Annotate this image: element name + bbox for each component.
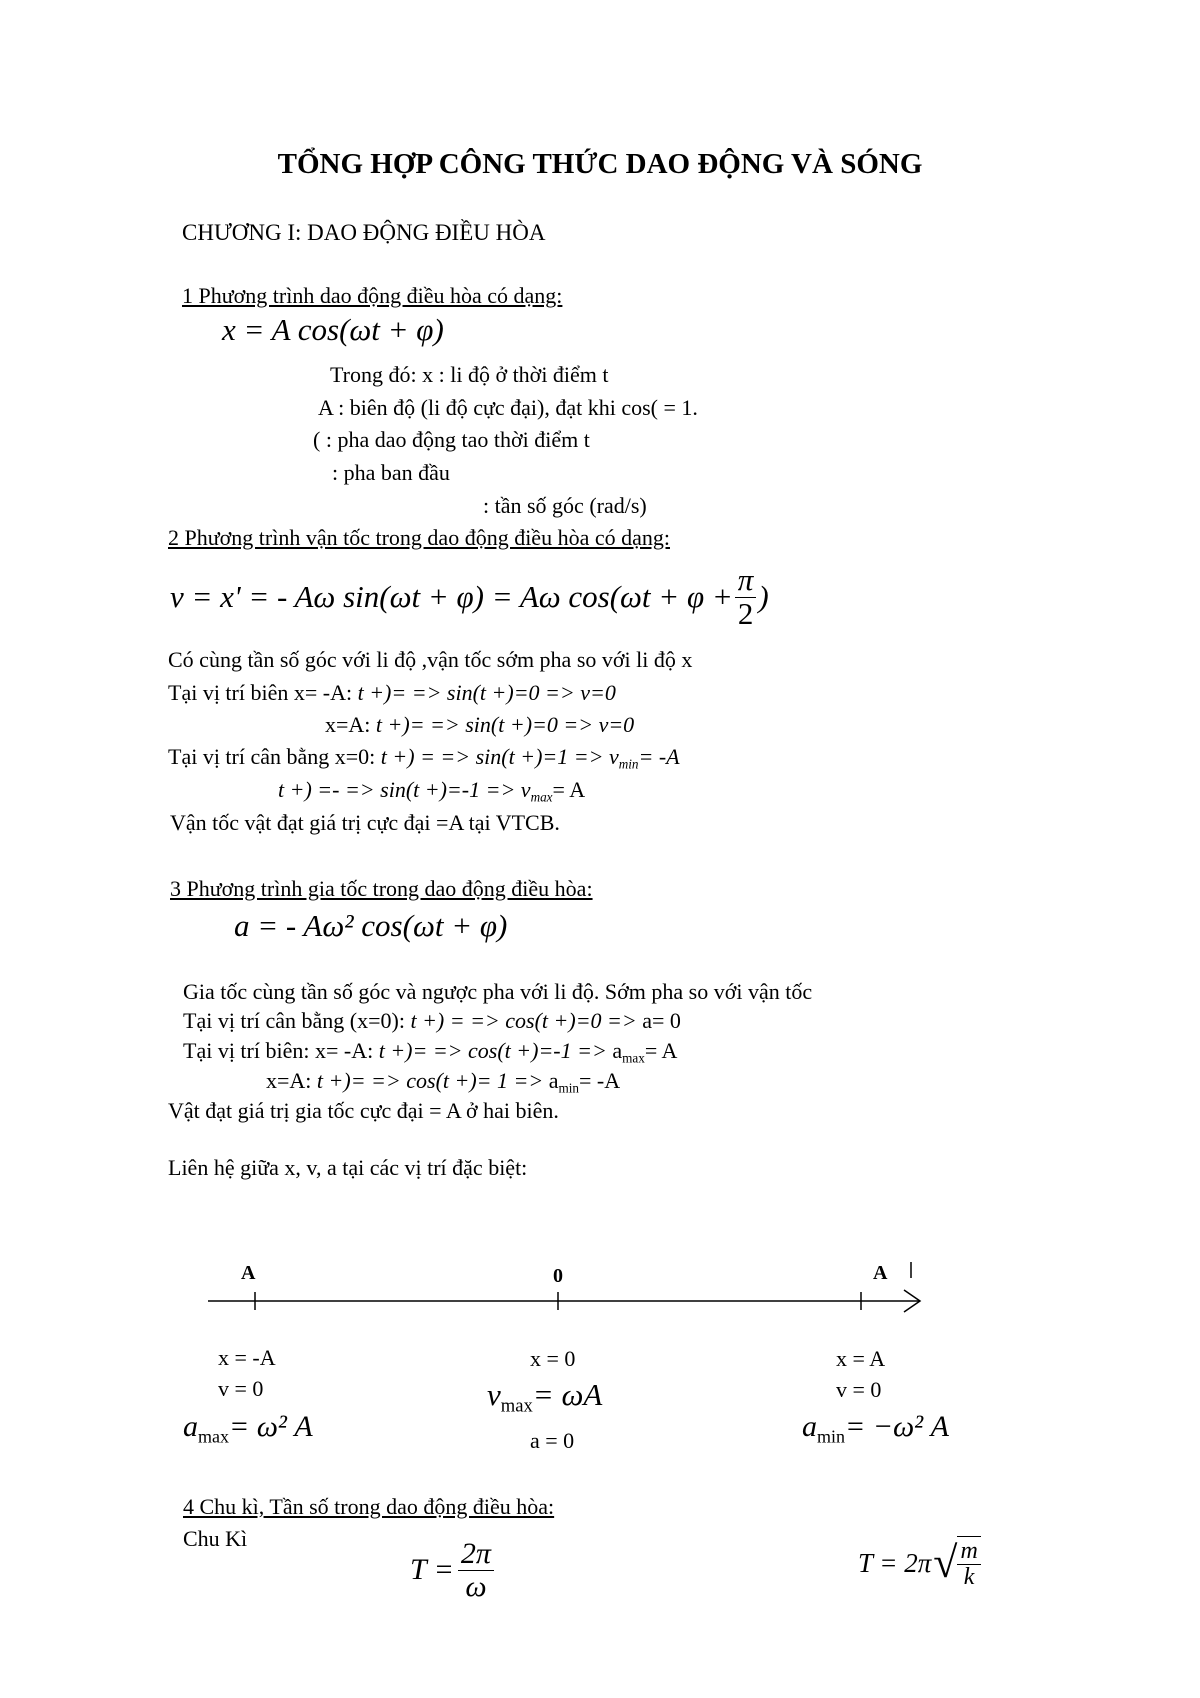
- period-formula-2-num: m: [957, 1539, 980, 1565]
- s3-line-2-val: a= 0: [642, 1008, 681, 1033]
- mid-a-value: a = 0: [530, 1428, 575, 1453]
- period-formula-2-fraction: [957, 1536, 980, 1590]
- period-formula-2-left: T = 2π: [858, 1547, 932, 1578]
- s3-line-5: Vật đạt giá trị gia tốc cực đại = A ở hai biên.: [168, 1098, 559, 1123]
- velocity-formula-close: ): [758, 579, 769, 614]
- s3-line-2-expr: t +) = => cos(t +)=0 =>: [404, 1008, 643, 1033]
- s3-line-1: Gia tốc cùng tần số góc và ngược pha với li độ. Sớm pha so với vận tốc: [183, 979, 813, 1004]
- s2-line-2: [168, 680, 616, 706]
- s1-line-3: ( : pha dao động tao thời điểm t: [313, 427, 590, 452]
- s3-line-3-val: = A: [644, 1038, 678, 1063]
- left-a-symbol: a: [183, 1410, 198, 1443]
- s2-line-5-val: = A: [552, 777, 586, 802]
- s2-line-4-val: = -A: [638, 744, 680, 769]
- mid-v-symbol: v: [487, 1377, 501, 1412]
- right-a-expr: = −ω² A: [845, 1410, 950, 1443]
- pi-over-2-fraction: [735, 561, 757, 631]
- position-formula: x = A cos(ωt + φ): [222, 312, 444, 347]
- chapter-heading: CHƯƠNG I: DAO ĐỘNG ĐIỀU HÒA: [182, 220, 546, 245]
- s2-line-2-expr: t +)= => sin(t +)=0 => v=0: [352, 680, 616, 705]
- acceleration-formula: a = - Aω² cos(ωt + φ): [234, 908, 508, 943]
- s2-line-5-expr: t +) =- => sin(t +)=-1 => v: [278, 777, 531, 802]
- s2-line-2-label: Tại vị trí biên x= -A:: [168, 680, 353, 705]
- period-formula-2: [858, 1536, 981, 1590]
- left-x-value: x = -A: [218, 1345, 276, 1370]
- s2-line-4-label: Tại vị trí cân bằng x=0:: [168, 744, 376, 769]
- period-label: Chu Kì: [183, 1526, 248, 1551]
- period-formula-1-num: 2π: [458, 1538, 494, 1571]
- period-formula-1-den: ω: [465, 1569, 487, 1603]
- s2-line-5-sub: max: [530, 789, 553, 805]
- s3-line-4-val: = -A: [579, 1068, 621, 1093]
- axis-label-mid: 0: [553, 1265, 563, 1287]
- s2-line-4: [168, 744, 680, 773]
- fraction-numerator: π: [735, 564, 757, 598]
- section-4-heading: 4 Chu kì, Tần số trong dao động điều hòa:: [183, 1494, 555, 1519]
- s3-line-2-label: Tại vị trí cân bằng (x=0):: [183, 1008, 405, 1033]
- s2-line-3-label: x=A:: [325, 712, 371, 737]
- relation-heading: Liên hệ giữa x, v, a tại các vị trí đặc biệt:: [168, 1155, 528, 1180]
- fraction-denominator: 2: [737, 595, 754, 631]
- right-a-sub: min: [817, 1426, 846, 1447]
- period-formula-2-den: k: [963, 1564, 975, 1591]
- s3-line-3-a: a: [612, 1038, 623, 1063]
- s3-line-4: [266, 1068, 620, 1097]
- s3-line-3: [183, 1038, 677, 1067]
- sqrt-sign: √: [933, 1538, 958, 1588]
- right-a-symbol: a: [802, 1410, 817, 1443]
- left-a-value: [183, 1410, 313, 1447]
- s3-line-3-sub: max: [622, 1050, 645, 1066]
- period-formula-1-fraction: [458, 1538, 494, 1602]
- mid-v-sub: max: [500, 1395, 533, 1417]
- right-a-value: [802, 1410, 949, 1447]
- left-v-value: v = 0: [218, 1376, 264, 1401]
- axis-label-right: A: [873, 1262, 888, 1284]
- section-1-heading: 1 Phương trình dao động điều hòa có dạng:: [182, 283, 563, 308]
- period-formula-1: [410, 1538, 494, 1602]
- s3-line-3-label: Tại vị trí biên: x= -A:: [183, 1038, 374, 1063]
- s2-line-5: [278, 777, 585, 806]
- mid-v-value: [487, 1377, 602, 1418]
- page-title: TỔNG HỢP CÔNG THỨC DAO ĐỘNG VÀ SÓNG: [277, 148, 923, 180]
- s2-line-4-expr: t +) = => sin(t +)=1 => v: [375, 744, 619, 769]
- s2-line-3-expr: t +)= => sin(t +)=0 => v=0: [370, 712, 635, 737]
- s2-line-1: Có cùng tần số góc với li độ ,vận tốc sớm pha so với li độ x: [168, 647, 693, 672]
- s2-line-3: [325, 712, 634, 738]
- s3-line-4-sub: min: [558, 1080, 579, 1096]
- s1-line-2: A : biên độ (li độ cực đại), đạt khi cos( = 1.: [318, 395, 698, 420]
- right-x-value: x = A: [836, 1346, 886, 1371]
- s1-line-1: Trong đó: x : li độ ở thời điểm t: [330, 362, 609, 387]
- s1-line-5: : tần số góc (rad/s): [483, 493, 647, 518]
- velocity-formula: [170, 562, 769, 632]
- s2-line-6: Vận tốc vật đạt giá trị cực đại =A tại VTCB.: [170, 810, 560, 835]
- axis-label-left: A: [241, 1262, 256, 1284]
- left-a-expr: = ω² A: [229, 1410, 313, 1443]
- s1-line-4: : pha ban đầu: [332, 460, 450, 485]
- s3-line-4-expr: t +)= => cos(t +)= 1 =>: [311, 1068, 549, 1093]
- mid-x-value: x = 0: [530, 1346, 576, 1371]
- s3-line-3-expr: t +)= => cos(t +)=-1 =>: [373, 1038, 613, 1063]
- mid-v-expr: = ωA: [532, 1377, 603, 1412]
- period-formula-1-left: T =: [410, 1553, 454, 1586]
- s3-line-4-a: a: [548, 1068, 559, 1093]
- section-3-heading: 3 Phương trình gia tốc trong dao động điều hòa:: [170, 876, 593, 901]
- left-a-sub: max: [198, 1426, 229, 1447]
- position-axis-diagram: [0, 1240, 1200, 1330]
- s2-line-4-sub: min: [618, 756, 639, 772]
- velocity-formula-main: v = x' = - Aω sin(ωt + φ) = Aω cos(ωt + φ +: [170, 579, 733, 614]
- section-2-heading: 2 Phương trình vận tốc trong dao động điều hòa có dạng:: [168, 525, 670, 550]
- right-v-value: v = 0: [836, 1377, 882, 1402]
- s3-line-2: [183, 1008, 681, 1034]
- s3-line-4-label: x=A:: [266, 1068, 312, 1093]
